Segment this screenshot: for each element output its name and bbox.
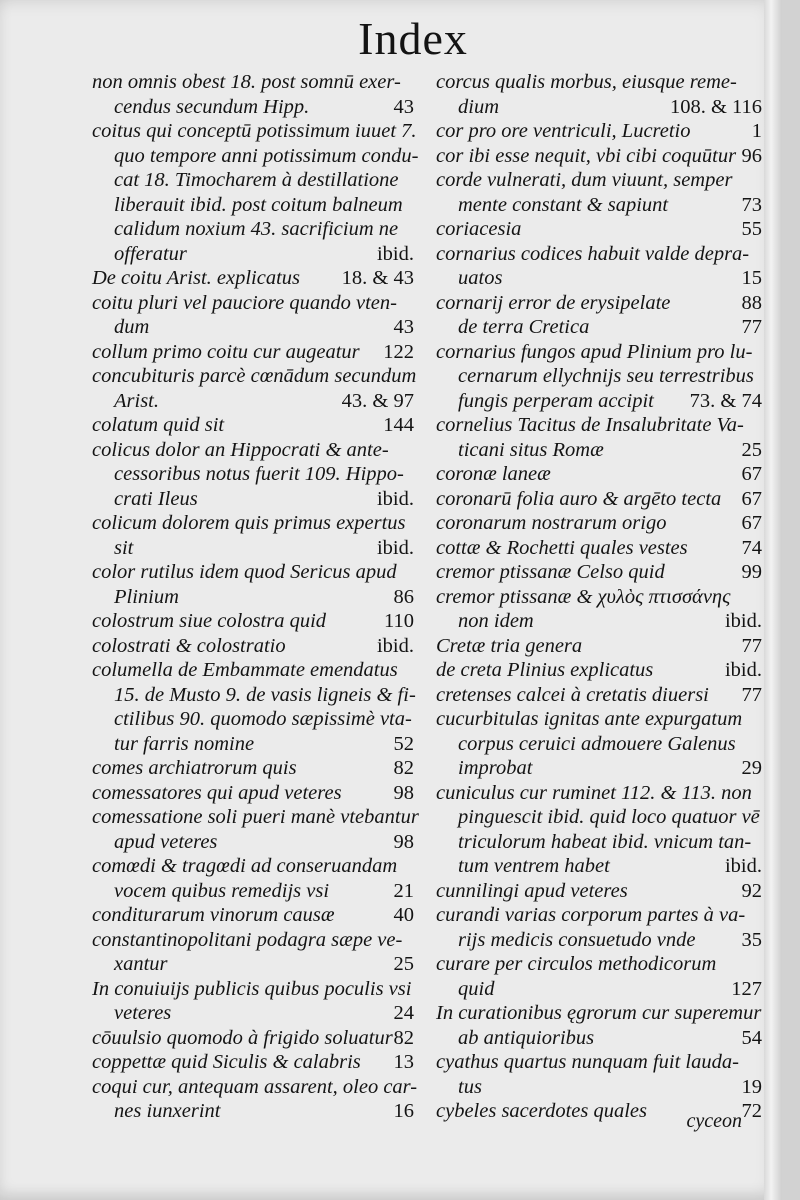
- index-entry-line: [92, 781, 422, 806]
- entry-text: de creta Plinius explicatus: [436, 659, 654, 681]
- entry-text: de terra Cretica: [458, 316, 590, 338]
- entry-text: cornarius codices habuit valde depra-: [436, 242, 750, 265]
- entry-text: tur farris nomine: [114, 732, 255, 755]
- entry-text: collum primo coitu cur augeatur: [92, 340, 360, 363]
- index-entry-line: [92, 95, 422, 120]
- page-reference: 108. & 116: [669, 95, 762, 118]
- entry-text: colostrum siue colostra quid: [92, 610, 327, 632]
- entry-text: curandi varias corporum partes à va-: [436, 904, 746, 926]
- page-reference: ibid.: [724, 610, 762, 632]
- entry-text: nes iunxerint: [114, 1100, 221, 1122]
- index-entry-line: [436, 389, 770, 414]
- index-entry-line: [92, 536, 422, 561]
- entry-text: coronæ laneæ: [436, 463, 551, 485]
- entry-text: coronarum nostrarum origo: [436, 512, 667, 534]
- index-entry-line: [92, 217, 422, 242]
- index-entry-line: [436, 266, 770, 291]
- index-entry-line: [92, 1026, 422, 1051]
- index-entry-line: [436, 487, 770, 512]
- entry-text: coriacesia: [436, 218, 522, 240]
- entry-text: non omnis obest 18. post somnū exer-: [92, 71, 401, 93]
- entry-text: comessatione soli pueri manè vtebantur: [92, 806, 419, 828]
- entry-text: cunnilingi apud veteres: [436, 879, 628, 902]
- entry-text: triculorum habeat ibid. vnicum tan-: [458, 830, 752, 853]
- entry-text: rijs medicis consuetudo vnde: [458, 928, 696, 951]
- entry-text: cornarij error de erysipelate: [436, 291, 671, 314]
- page-reference: 54: [741, 1026, 762, 1049]
- entry-text: coqui cur, antequam assarent, oleo car-: [92, 1075, 418, 1098]
- index-entry-line: [92, 1099, 422, 1124]
- entry-text: non idem: [458, 610, 534, 632]
- catchword: cyceon: [686, 1110, 742, 1132]
- index-entry-line: [92, 315, 422, 340]
- index-entry-line: [92, 340, 422, 365]
- index-entry-line: [436, 536, 770, 561]
- page-reference: 25: [393, 953, 414, 975]
- entry-text: cretenses calcei à cretatis diuersi: [436, 683, 709, 706]
- entry-text: dum: [114, 316, 150, 338]
- index-entry-line: [436, 977, 770, 1002]
- index-entry-line: [436, 340, 770, 365]
- page-reference: 96: [741, 144, 762, 167]
- index-entry-line: [436, 291, 770, 316]
- entry-text: conditurarum vinorum causæ: [92, 904, 335, 926]
- index-entry-line: [436, 193, 770, 218]
- entry-text: corpus ceruici admouere Galenus: [458, 732, 736, 755]
- entry-text: color rutilus idem quod Sericus apud: [92, 561, 397, 583]
- index-entry-line: [436, 119, 770, 144]
- index-entry-line: [436, 217, 770, 242]
- index-entry-line: [436, 903, 770, 928]
- page-reference: 122: [383, 340, 414, 363]
- entry-text: cucurbitulas ignitas ante expurgatum: [436, 708, 743, 730]
- page-reference: ibid.: [376, 487, 414, 510]
- index-entry-line: [436, 1026, 770, 1051]
- page-reference: 52: [393, 732, 414, 755]
- entry-text: cornelius Tacitus de Insalubritate Va-: [436, 414, 744, 436]
- index-entry-line: [92, 928, 422, 953]
- page-reference: 43: [393, 316, 414, 338]
- entry-text: calidum noxium 43. sacrificium ne: [114, 218, 399, 240]
- index-entry-line: [436, 511, 770, 536]
- index-entry-line: [436, 1050, 770, 1075]
- index-entry-line: [92, 903, 422, 928]
- entry-text: 15. de Musto 9. de vasis ligneis & fi-: [114, 683, 416, 706]
- entry-text: tus: [458, 1075, 482, 1098]
- index-entry-line: [92, 1050, 422, 1075]
- page-reference: 24: [393, 1002, 414, 1024]
- entry-text: curare per circulos methodicorum: [436, 953, 717, 975]
- entry-text: mente constant & sapiunt: [458, 193, 669, 216]
- page-reference: 40: [393, 904, 414, 926]
- index-entry-line: [436, 879, 770, 904]
- index-entry-line: [92, 560, 422, 585]
- page-reference: 77: [741, 316, 762, 338]
- page-reference: 55: [741, 218, 762, 240]
- page-reference: 67: [741, 463, 762, 485]
- page-reference: 86: [393, 585, 414, 608]
- index-entry-line: [436, 438, 770, 463]
- page-reference: ibid.: [376, 242, 414, 265]
- index-entry-line: [436, 70, 770, 95]
- entry-text: Cretæ tria genera: [436, 634, 583, 657]
- index-entry-line: [92, 805, 422, 830]
- entry-text: dium: [458, 95, 499, 118]
- index-entry-line: [436, 854, 770, 879]
- page-reference: 73. & 74: [689, 389, 762, 412]
- entry-text: columella de Embammate emendatus: [92, 659, 398, 681]
- index-entry-line: [436, 585, 770, 610]
- index-entry-line: [92, 707, 422, 732]
- entry-text: comessatores qui apud veteres: [92, 781, 342, 804]
- page-reference: 21: [393, 879, 414, 902]
- index-entry-line: [92, 879, 422, 904]
- entry-text: cremor ptissanæ Celso quid: [436, 561, 665, 583]
- index-entry-line: [436, 242, 770, 267]
- index-entry-line: [436, 707, 770, 732]
- entry-text: cendus secundum Hipp.: [114, 95, 310, 118]
- page-reference: 82: [393, 757, 414, 779]
- entry-text: Plinium: [114, 585, 179, 608]
- index-entry-line: [92, 585, 422, 610]
- page-reference: 35: [741, 928, 762, 951]
- index-entry-line: [436, 732, 770, 757]
- page-reference: 18. & 43: [341, 267, 414, 289]
- page-reference: 15: [741, 267, 762, 289]
- index-entry-line: [92, 683, 422, 708]
- index-entry-line: [436, 560, 770, 585]
- entry-text: cōuulsio quomodo à frigido soluatur: [92, 1026, 393, 1049]
- index-entry-line: [92, 462, 422, 487]
- index-entry-line: [92, 952, 422, 977]
- index-entry-line: [92, 634, 422, 659]
- entry-text: coitu pluri vel pauciore quando vten-: [92, 291, 397, 314]
- entry-text: crati Ileus: [114, 487, 198, 510]
- entry-text: sit: [114, 536, 134, 559]
- entry-text: cyathus quartus nunquam fuit lauda-: [436, 1051, 739, 1073]
- index-entry-line: [92, 511, 422, 536]
- page-reference: 19: [741, 1075, 762, 1098]
- entry-text: coppettæ quid Siculis & calabris: [92, 1051, 361, 1073]
- entry-text: coitus qui conceptū potissimum iuuet 7.: [92, 120, 417, 142]
- entry-text: colostrati & colostratio: [92, 634, 286, 657]
- index-entry-line: [436, 928, 770, 953]
- page-reference: 29: [741, 757, 762, 779]
- index-entry-line: [92, 364, 422, 389]
- page-reference: 1: [751, 120, 762, 142]
- index-entry-line: [436, 805, 770, 830]
- index-column-left: [92, 70, 422, 1124]
- entry-text: coronarū folia auro & argēto tecta: [436, 487, 722, 510]
- index-entry-line: [92, 732, 422, 757]
- entry-text: uatos: [458, 267, 503, 289]
- index-entry-line: [92, 609, 422, 634]
- index-entry-line: [92, 413, 422, 438]
- page-reference: 92: [741, 879, 762, 902]
- entry-text: veteres: [114, 1002, 172, 1024]
- index-entry-line: [92, 291, 422, 316]
- index-entry-line: [92, 119, 422, 144]
- index-entry-line: [92, 193, 422, 218]
- page-reference: 99: [741, 561, 762, 583]
- entry-text: ticani situs Romæ: [458, 438, 604, 461]
- page-reference: 13: [393, 1051, 414, 1073]
- entry-text: tum ventrem habet: [458, 855, 610, 877]
- entry-text: comœdi & tragœdi ad conseruandam: [92, 855, 398, 877]
- entry-text: cremor ptissanæ & χυλὸς πτισσάνης: [436, 585, 731, 608]
- index-entry-line: [436, 830, 770, 855]
- page-reference: 73: [741, 193, 762, 216]
- entry-text: quo tempore anni potissimum condu-: [114, 144, 419, 167]
- entry-text: cessoribus notus fuerit 109. Hippo-: [114, 463, 404, 485]
- entry-text: corcus qualis morbus, eiusque reme-: [436, 71, 737, 93]
- index-entry-line: [92, 438, 422, 463]
- page-reference: 110: [384, 610, 414, 632]
- entry-text: comes archiatrorum quis: [92, 757, 297, 779]
- entry-text: cernarum ellychnijs seu terrestribus: [458, 365, 754, 387]
- index-entry-line: [436, 168, 770, 193]
- index-entry-line: [92, 1075, 422, 1100]
- index-entry-line: [92, 487, 422, 512]
- entry-text: cat 18. Timocharem à destillatione: [114, 169, 399, 191]
- index-entry-line: [92, 266, 422, 291]
- page-reference: 88: [741, 291, 762, 314]
- index-entry-line: [436, 683, 770, 708]
- page-reference: 16: [393, 1100, 414, 1122]
- entry-text: cor pro ore ventriculi, Lucretio: [436, 120, 691, 142]
- page-reference: 43: [393, 95, 414, 118]
- page-reference: 72: [741, 1100, 762, 1122]
- page-reference: ibid.: [376, 536, 414, 559]
- entry-text: offeratur: [114, 242, 187, 265]
- page-reference: 25: [741, 438, 762, 461]
- page-reference: 98: [393, 781, 414, 804]
- page-reference: 77: [741, 634, 762, 657]
- entry-text: ab antiquioribus: [458, 1026, 595, 1049]
- index-entry-line: [436, 634, 770, 659]
- page-header: [0, 6, 782, 72]
- index-entry-line: [92, 658, 422, 683]
- entry-text: cottæ & Rochetti quales vestes: [436, 536, 688, 559]
- page-reference: ibid.: [376, 634, 414, 657]
- index-entry-line: [436, 315, 770, 340]
- entry-text: xantur: [114, 953, 168, 975]
- entry-text: corde vulnerati, dum viuunt, semper: [436, 169, 733, 191]
- page-reference: 98: [393, 830, 414, 853]
- page-reference: 67: [741, 512, 762, 534]
- index-entry-line: [436, 1075, 770, 1100]
- index-entry-line: [92, 756, 422, 781]
- entry-text: ctilibus 90. quomodo sæpissimè vta-: [114, 708, 412, 730]
- index-entry-line: [436, 364, 770, 389]
- entry-text: cybeles sacerdotes quales: [436, 1100, 648, 1122]
- entry-text: cor ibi esse nequit, vbi cibi coquūtur: [436, 144, 737, 167]
- page-reference: 82: [393, 1026, 414, 1049]
- index-entry-line: [92, 144, 422, 169]
- entry-text: quid: [458, 977, 495, 1000]
- index-entry-line: [436, 144, 770, 169]
- entry-text: De coitu Arist. explicatus: [92, 267, 301, 289]
- entry-text: cuniculus cur ruminet 112. & 113. non: [436, 781, 752, 804]
- index-entry-line: [436, 95, 770, 120]
- index-entry-line: [92, 830, 422, 855]
- entry-text: apud veteres: [114, 830, 218, 853]
- index-entry-line: [92, 70, 422, 95]
- index-entry-line: [436, 756, 770, 781]
- page-reference: 77: [741, 683, 762, 706]
- page-title: Index: [358, 13, 468, 64]
- index-entry-line: [436, 413, 770, 438]
- entry-text: Arist.: [114, 389, 159, 412]
- page-reference: 127: [731, 977, 762, 1000]
- index-entry-line: [436, 658, 770, 683]
- page-reference: 144: [383, 414, 414, 436]
- page-reference: 67: [741, 487, 762, 510]
- index-entry-line: [92, 168, 422, 193]
- entry-text: concubituris parcè cœnādum secundum: [92, 365, 417, 387]
- index-entry-line: [92, 854, 422, 879]
- entry-text: vocem quibus remedijs vsi: [114, 879, 330, 902]
- index-entry-line: [436, 952, 770, 977]
- entry-text: In conuiuijs publicis quibus poculis vsi: [92, 977, 412, 1000]
- entry-text: In curationibus ęgrorum cur superemur: [436, 1002, 762, 1024]
- index-entry-line: [436, 609, 770, 634]
- index-entry-line: [436, 462, 770, 487]
- page-reference: ibid.: [724, 855, 762, 877]
- entry-text: fungis perperam accipit: [458, 389, 654, 412]
- index-entry-line: [92, 389, 422, 414]
- page-reference: 43. & 97: [341, 389, 414, 412]
- entry-text: liberauit ibid. post coitum balneum: [114, 193, 403, 216]
- entry-text: constantinopolitani podagra sæpe ve-: [92, 928, 403, 951]
- entry-text: pinguescit ibid. quid loco quatuor vē: [458, 806, 760, 828]
- index-entry-line: [92, 977, 422, 1002]
- entry-text: cornarius fungos apud Plinium pro lu-: [436, 340, 753, 363]
- index-entry-line: [436, 781, 770, 806]
- index-entry-line: [436, 1001, 770, 1026]
- entry-text: colicus dolor an Hippocrati & ante-: [92, 438, 389, 461]
- index-entry-line: [92, 1001, 422, 1026]
- index-column-right: [436, 70, 770, 1124]
- entry-text: improbat: [458, 757, 533, 779]
- index-entry-line: [92, 242, 422, 267]
- page-reference: ibid.: [724, 659, 762, 681]
- page-reference: 74: [741, 536, 762, 559]
- entry-text: colicum dolorem quis primus expertus: [92, 512, 406, 534]
- entry-text: colatum quid sit: [92, 414, 225, 436]
